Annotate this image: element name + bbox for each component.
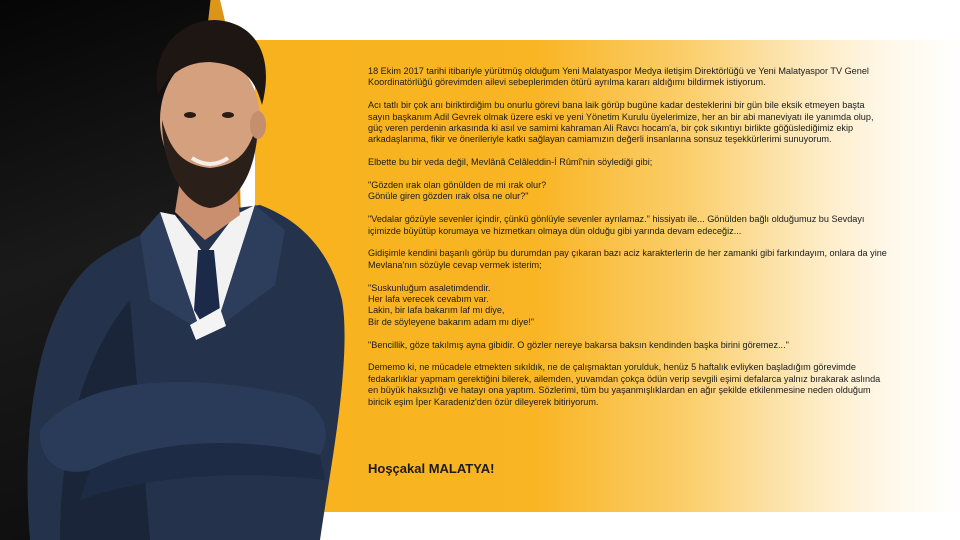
paragraph-final: Dememo ki, ne mücadele etmekten sıkıldık, ne de çalışmaktan yorulduk, henüz 5 haftalık evliyken başladığım görevimde fedakarlıklar yapmam gerektiğini bilerek, ailemden, yuvamdan çokça ödün verip sevgili eşimi defalarca yalnız bırakarak aslında en büyük haksızlığı ve hatayı ona yaptım. Sözlerimi, tüm bu yaşanmışlıklardan en ağır şekilde etkilenmesine neden olduğum biricik eşim İper Karadeniz'den özür dileyerek bitiriyorum.	[368, 362, 881, 407]
paragraph-gidisimle: Gidişimle kendini başarılı görüp bu durumdan pay çıkaran bazı aciz karakterlerin de her zamanki gibi farkındayım, onlara da yine Mevlana'nın sözüyle cevap vermek isterim;	[368, 248, 887, 270]
quote-line: Bir de söyleyene bakarım adam mı diye!"	[368, 316, 535, 327]
quote-bencillik: "Bencillik, göze takılmış ayna gibidir. O gözler nereye bakarsa baksın kendinden başka birini göremez..."	[368, 339, 789, 350]
quote-line: "Suskunluğum asaletimdendir.	[368, 282, 491, 293]
paragraph-thanks: Acı tatlı bir çok anı biriktirdiğim bu onurlu görevi bana laik görüp bugüne kadar desteklerini bir gün bile eksik etmeyen başta sayın başkanım Adil Gevrek olmak üzere eski ve yeni Yönetim Kurulu üyelerimize, her an bir abi maneviyatı ile yanımda olup, güç veren perdenin arkasında ki asıl ve samimi kahraman Ali Ravcı hocam'a, bir çok sıkıntıyı birlikte göğüslediğimiz ekip arkadaşlarıma, fikir ve önerileriyle katkı sağlayan camiamızın değerli insanlarına sonsuz teşekkürlerimi sunuyorum.	[368, 100, 874, 145]
quote-line: Lakin, bir lafa bakarım laf mı diye,	[368, 305, 505, 316]
signoff: Hoşçakal MALATYA!	[368, 461, 495, 476]
quote-line: Gönüle giren gözden ırak olsa ne olur?"	[368, 191, 529, 202]
paragraph-farewell: Elbette bu bir veda değil, Mevlânâ Celâleddin-İ Rûmî'nin söylediği gibi;	[368, 157, 653, 168]
quote-line: Her lafa verecek cevabım var.	[368, 294, 489, 305]
quote-mevlana-2	[368, 283, 888, 329]
paragraph-vedalar: "Vedalar gözüyle sevenler içindir, çünkü gönlüyle sevenler ayrılamaz." hissiyatı ile... Gönülden bağlı olduğumuz bu Sevdayı içimizde büyütüp korumaya ve hizmetkarı olmaya dün olduğu gibi yarında devam edeceğiz...	[368, 214, 865, 236]
paragraph-intro: 18 Ekim 2017 tarihi itibariyle yürütmüş olduğum Yeni Malatyaspor Medya iletişim Direktörlüğü ve Yeni Malatyaspor TV Genel Koordinatörlüğü görevimden ailevi sebeplerimden ötürü ayrılma kararı aldığımı bildirmek istiyorum.	[368, 66, 869, 88]
quote-mevlana-1	[368, 180, 888, 203]
farewell-letter	[368, 66, 888, 419]
quote-line: "Gözden ırak olan gönülden de mi ırak olur?	[368, 180, 547, 191]
man-in-suit-photo	[0, 0, 360, 540]
